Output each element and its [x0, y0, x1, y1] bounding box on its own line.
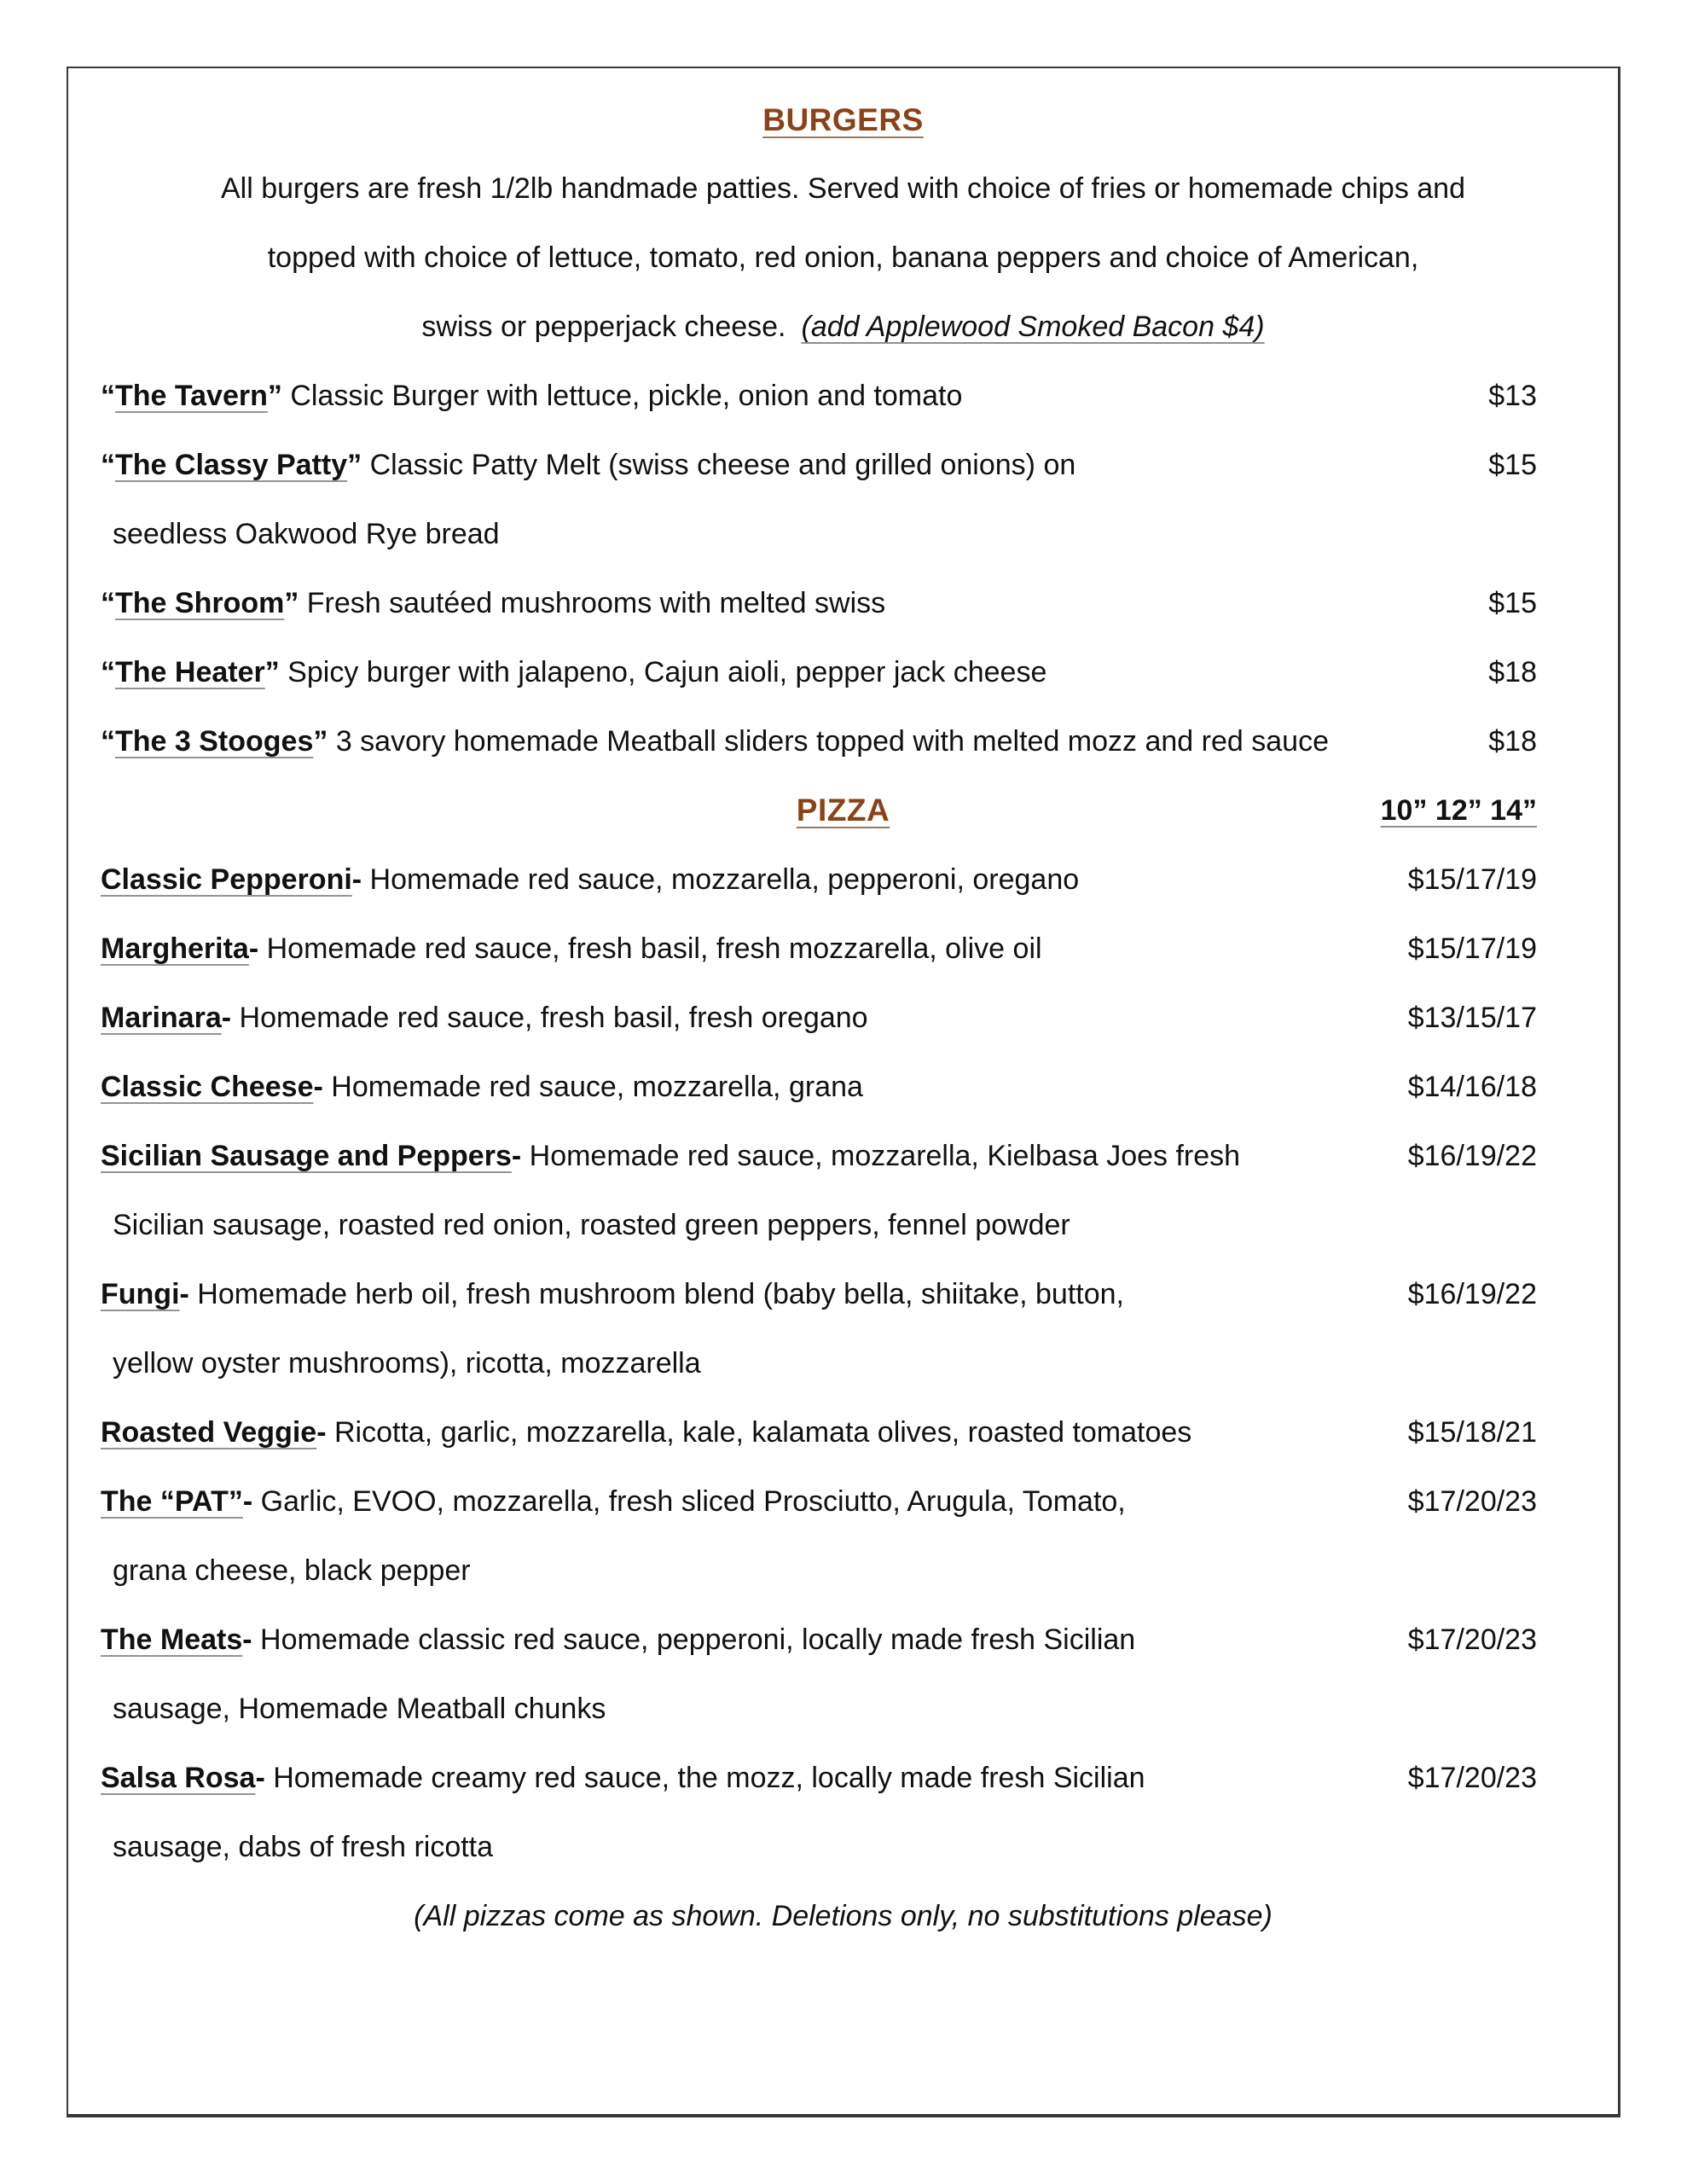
- pizza-title-wrap: [68, 775, 1618, 846]
- menu-item-continuation: sausage, Homemade Meatball chunks: [113, 1693, 606, 1725]
- menu-item-name: Sicilian Sausage and Peppers-: [101, 1140, 522, 1172]
- menu-item-description: Homemade red sauce, mozzarella, grana: [322, 1071, 863, 1103]
- menu-item-description: Ricotta, garlic, mozzarella, kale, kalamata olives, roasted tomatoes: [326, 1416, 1192, 1449]
- menu-item-text: [101, 845, 1079, 915]
- menu-item-price: $15/18/21: [1407, 1416, 1537, 1449]
- menu-item-row: [68, 845, 1618, 915]
- menu-item-price: $13/15/17: [1407, 1002, 1537, 1034]
- menu-item-name: Classic Cheese-: [101, 1071, 323, 1103]
- burger-items-list: [68, 362, 1618, 776]
- menu-item-row: [68, 362, 1618, 431]
- menu-item-text: [101, 984, 868, 1053]
- menu-item-description: Spicy burger with jalapeno, Cajun aioli, pepper jack cheese: [279, 656, 1047, 688]
- menu-item-name: Fungi-: [101, 1278, 189, 1310]
- menu-item-name: The “PAT”-: [101, 1485, 253, 1518]
- menu-item-price: $15/17/19: [1407, 932, 1537, 965]
- menu-item-description: Classic Patty Melt (swiss cheese and grilled onions) on: [362, 449, 1076, 481]
- menu-item-description: Fresh sautéed mushrooms with melted swiss: [299, 587, 886, 619]
- burgers-intro-line3: [68, 293, 1618, 362]
- pizza-sizes-header: 10” 12” 14”: [1380, 794, 1537, 827]
- menu-item-price: $18: [1488, 725, 1537, 758]
- pizza-title: PIZZA: [796, 793, 890, 828]
- burgers-section-header: [68, 85, 1618, 154]
- burgers-intro-line2: topped with choice of lettuce, tomato, red onion, banana peppers and choice of American,: [267, 241, 1419, 274]
- menu-item-text: [101, 362, 962, 431]
- menu-item-text: [101, 1398, 1191, 1467]
- menu-item-price: $14/16/18: [1407, 1071, 1537, 1103]
- menu-item-row: [68, 984, 1618, 1053]
- menu-page: [67, 67, 1620, 2117]
- menu-item-continuation: grana cheese, black pepper: [113, 1554, 471, 1587]
- menu-item-description: Homemade creamy red sauce, the mozz, locally made fresh Sicilian: [264, 1762, 1145, 1794]
- menu-item-description: Homemade red sauce, mozzarella, Kielbasa Joes fresh: [521, 1140, 1241, 1172]
- pizza-section-header: [68, 776, 1618, 845]
- menu-item-row: [68, 1467, 1618, 1536]
- menu-item-name: Salsa Rosa-: [101, 1762, 265, 1794]
- menu-item-price: $16/19/22: [1407, 1140, 1537, 1172]
- menu-item-continuation: Sicilian sausage, roasted red onion, roasted green peppers, fennel powder: [113, 1209, 1070, 1241]
- bacon-addon-note: (add Applewood Smoked Bacon $4): [801, 311, 1265, 343]
- pizza-note-line: [68, 1882, 1618, 1951]
- menu-item-row: [68, 707, 1618, 776]
- menu-item-row: [68, 431, 1618, 500]
- menu-item-row: [68, 569, 1618, 638]
- menu-item-price: $17/20/23: [1407, 1762, 1537, 1794]
- menu-item-price: $18: [1488, 656, 1537, 688]
- menu-item-name: Margherita-: [101, 932, 259, 965]
- menu-item-text: [101, 1744, 1145, 1813]
- menu-item-continuation: yellow oyster mushrooms), ricotta, mozzarella: [113, 1347, 701, 1380]
- menu-item-price: $13: [1488, 380, 1537, 412]
- menu-item-price: $17/20/23: [1407, 1623, 1537, 1656]
- menu-item-description: Homemade classic red sauce, pepperoni, locally made fresh Sicilian: [252, 1623, 1136, 1656]
- pizza-items-list: [68, 845, 1618, 1882]
- menu-item-text: [101, 915, 1042, 984]
- menu-item-row: [68, 638, 1618, 707]
- menu-item-name: “The Heater”: [101, 656, 280, 688]
- menu-item-text: [101, 431, 1075, 500]
- menu-item-row: [68, 1606, 1618, 1675]
- menu-item-continuation: seedless Oakwood Rye bread: [113, 518, 500, 550]
- menu-item-text: [101, 707, 1329, 776]
- burgers-title: BURGERS: [762, 102, 924, 137]
- menu-item-description: Classic Burger with lettuce, pickle, onion and tomato: [281, 380, 963, 412]
- menu-item-text: [101, 1053, 863, 1122]
- menu-item-name: Marinara-: [101, 1002, 232, 1034]
- menu-item-text: [101, 638, 1046, 707]
- menu-item-price: $15: [1488, 587, 1537, 619]
- menu-item-text: [101, 1260, 1124, 1329]
- menu-item-row: [68, 1398, 1618, 1467]
- menu-item-row: [68, 1744, 1618, 1813]
- menu-item-name: “The Classy Patty”: [101, 449, 362, 481]
- menu-item-price: $16/19/22: [1407, 1278, 1537, 1310]
- menu-item-text: [101, 1467, 1126, 1536]
- menu-item-description: Garlic, EVOO, mozzarella, fresh sliced Prosciutto, Arugula, Tomato,: [252, 1485, 1126, 1518]
- menu-item-continuation: sausage, dabs of fresh ricotta: [113, 1831, 494, 1863]
- burgers-intro-line3-plain: swiss or pepperjack cheese.: [421, 311, 786, 343]
- menu-item-description: Homemade herb oil, fresh mushroom blend (baby bella, shiitake, button,: [188, 1278, 1124, 1310]
- menu-item-name: Roasted Veggie-: [101, 1416, 327, 1449]
- menu-item-price: $15/17/19: [1407, 863, 1537, 896]
- menu-item-row: [68, 915, 1618, 984]
- menu-item-description: Homemade red sauce, fresh basil, fresh oregano: [231, 1002, 868, 1034]
- menu-item-description: 3 savory homemade Meatball sliders topped with melted mozz and red sauce: [328, 725, 1329, 758]
- menu-item-row: [68, 1122, 1618, 1191]
- menu-item-description: Homemade red sauce, mozzarella, pepperoni, oregano: [362, 863, 1080, 896]
- menu-item-text: [101, 569, 885, 638]
- menu-item-name: “The 3 Stooges”: [101, 725, 328, 758]
- menu-item-name: “The Tavern”: [101, 380, 282, 412]
- menu-item-row: [68, 1260, 1618, 1329]
- menu-item-name: Classic Pepperoni-: [101, 863, 362, 896]
- menu-item-name: The Meats-: [101, 1623, 252, 1656]
- pizza-note: (All pizzas come as shown. Deletions only, no substitutions please): [414, 1900, 1272, 1932]
- burgers-intro-line1: All burgers are fresh 1/2lb handmade patties. Served with choice of fries or homemade chips and: [220, 172, 1465, 205]
- menu-item-text: [101, 1606, 1135, 1675]
- menu-item-text: [101, 1122, 1240, 1191]
- menu-item-price: $15: [1488, 449, 1537, 481]
- menu-item-row: [68, 1053, 1618, 1122]
- menu-item-description: Homemade red sauce, fresh basil, fresh mozzarella, olive oil: [258, 932, 1042, 965]
- menu-item-name: “The Shroom”: [101, 587, 299, 619]
- menu-item-price: $17/20/23: [1407, 1485, 1537, 1518]
